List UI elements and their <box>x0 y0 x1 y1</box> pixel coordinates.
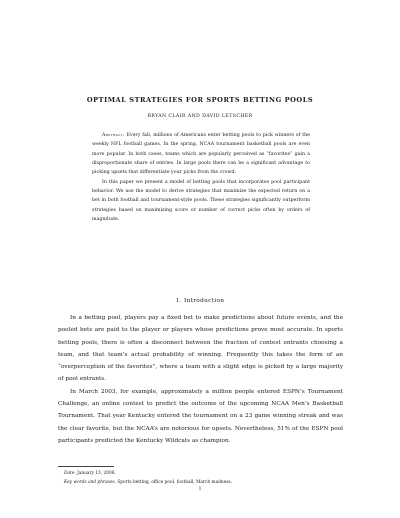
paper-title: OPTIMAL STRATEGIES FOR SPORTS BETTING POOLS <box>86 96 314 104</box>
footnote-divider <box>58 466 114 467</box>
footnote-keywords <box>58 478 343 487</box>
introduction-body <box>58 312 343 447</box>
abstract-label: Abstract. <box>102 133 125 138</box>
paper-authors: BRYAN CLAIR AND DAVID LETSCHER <box>147 114 253 119</box>
footnote-date-label: Date <box>64 471 75 476</box>
footnote-date <box>58 469 343 478</box>
footnote-keywords-label: Key words and phrases <box>64 480 115 485</box>
introduction-paragraph-2: In March 2003, for example, approximately a million people entered ESPN’s Tournament Challenge, an online contest to predict the outcome of the upcoming NCAA Men’s Basketball Tournament. That year Kentucky entered the tournament on a 23 game winning streak and was the clear favorite, but the NCAA’s are notorious for upsets. Nevertheless, 51% of the ESPN pool participants predicted the Kentucky Wildcats as champion. <box>58 388 343 444</box>
footnote-date-value: : January 13, 2006. <box>74 471 116 476</box>
abstract-paragraph-2: In this paper we present a model of betting pools that incorporates pool participant behavior. We use the model to derive strategies that maximize the expected return on a bet in both football and tournament-style pools. These strategies significantly outperform strategies based on maximizing score or number of correct picks often by orders of magnitude. <box>92 179 310 223</box>
abstract-paragraph-1 <box>92 131 310 178</box>
abstract-text-1: Every fall, millions of Americans enter betting pools to pick winners of the weekly NFL football games. In the spring, NCAA tournament basketball pools are even more popular. In both cases, teams which are popularly perceived as “favorites” gain a disproportionate share of entries. In large pools there can be a significant advantage to picking upsets that differentiate your picks from the crowd. <box>92 133 310 176</box>
footnote-keywords-value: . Sports betting, office pool, football, March madness. <box>114 480 233 485</box>
footnotes <box>58 469 343 487</box>
page-number: 1 <box>198 487 202 492</box>
section-heading-introduction: 1. Introduction <box>175 298 225 304</box>
abstract <box>92 131 310 224</box>
introduction-paragraph-1: In a betting pool, players pay a fixed bet to make predictions about future events, and the pooled bets are paid to the player or players whose predictions prove most accurate. In sports betting pools, there is often a disconnect between the fraction of contest entrants choosing a team, and that team’s actual probability of winning. Frequently this takes the form of an “overperception of the favorites”, where a team with a slight edge is picked by a large majority of pool entrants. <box>58 315 343 383</box>
